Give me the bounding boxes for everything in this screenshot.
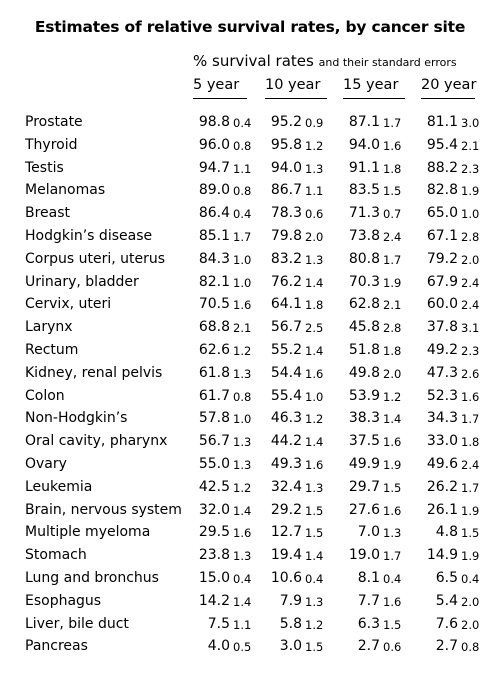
table-row	[0, 135, 500, 158]
standard-error-value: 1.6	[383, 435, 402, 450]
survival-rate-value: 56.7	[198, 433, 230, 450]
standard-error-value: 2.0	[461, 594, 480, 609]
survival-rate-value: 89.0	[198, 182, 230, 199]
standard-error-value: 2.0	[383, 366, 402, 381]
standard-error-value: 1.9	[383, 275, 402, 290]
survival-rate-value: 86.4	[198, 205, 230, 222]
standard-error-value: 1.7	[383, 116, 402, 130]
survival-rate-value: 49.2	[426, 341, 458, 358]
cancer-site-label: Larynx	[25, 319, 73, 336]
standard-error-value: 1.4	[305, 275, 324, 290]
standard-error-value: 1.4	[305, 435, 324, 450]
survival-rate-value: 54.4	[270, 364, 302, 381]
standard-error-value: 2.0	[461, 252, 480, 267]
standard-error-value: 1.8	[461, 435, 480, 450]
standard-error-value: 1.3	[305, 252, 324, 267]
survival-rate-value: 4.8	[435, 524, 458, 541]
survival-rate-value: 79.2	[426, 250, 458, 267]
survival-rate-value: 78.3	[270, 205, 302, 222]
survival-rate-value: 62.6	[198, 341, 230, 358]
standard-error-value: 2.8	[383, 321, 402, 336]
cancer-site-label: Liver, bile duct	[25, 615, 129, 632]
survival-rate-value: 53.9	[348, 387, 380, 404]
standard-error-value: 3.0	[461, 116, 480, 130]
column-header-10-year: 10 year	[265, 77, 327, 99]
survival-rate-value: 96.0	[198, 136, 230, 153]
survival-rate-value: 33.0	[426, 433, 458, 450]
standard-error-value: 1.5	[383, 617, 402, 632]
survival-rate-value: 83.2	[270, 250, 302, 267]
cancer-site-label: Brain, nervous system	[25, 501, 182, 518]
survival-rate-value: 45.8	[348, 319, 380, 336]
standard-error-value: 1.5	[305, 640, 324, 655]
survival-rate-value: 67.9	[426, 273, 458, 290]
cancer-site-label: Lung and bronchus	[25, 569, 159, 586]
table-title: Estimates of relative survival rates, by cancer site	[34, 18, 466, 36]
standard-error-value: 0.4	[305, 571, 324, 586]
survival-rate-value: 55.2	[270, 341, 302, 358]
survival-rate-value: 49.3	[270, 455, 302, 472]
survival-rate-value: 64.1	[270, 296, 302, 313]
standard-error-value: 1.0	[233, 412, 252, 427]
standard-error-value: 1.3	[305, 480, 324, 495]
cancer-site-label: Testis	[25, 159, 64, 176]
cancer-site-label: Colon	[25, 387, 65, 404]
standard-error-value: 1.3	[305, 594, 324, 609]
standard-error-value: 0.6	[305, 207, 324, 222]
table-row	[0, 522, 500, 545]
standard-error-value: 1.6	[461, 389, 480, 404]
survival-rate-value: 6.5	[435, 569, 458, 586]
standard-error-value: 1.1	[233, 161, 252, 176]
cancer-site-label: Non-Hodgkin’s	[25, 410, 128, 427]
cancer-site-label: Melanomas	[25, 182, 106, 199]
standard-error-value: 1.0	[461, 207, 480, 222]
standard-error-value: 1.4	[233, 594, 252, 609]
survival-rate-value: 26.2	[426, 478, 458, 495]
standard-error-value: 1.8	[383, 161, 402, 176]
cancer-site-label: Urinary, bladder	[25, 273, 139, 290]
table-row	[0, 363, 500, 386]
survival-rate-value: 94.7	[198, 159, 230, 176]
cancer-site-label: Kidney, renal pelvis	[25, 364, 163, 381]
survival-rate-value: 49.9	[348, 455, 380, 472]
standard-error-value: 1.4	[233, 503, 252, 518]
standard-error-value: 1.7	[383, 252, 402, 267]
cancer-site-label: Hodgkin’s disease	[25, 227, 153, 244]
table-row	[0, 386, 500, 409]
standard-error-value: 1.3	[233, 435, 252, 450]
standard-error-value: 1.5	[383, 184, 402, 199]
standard-error-value: 1.3	[233, 366, 252, 381]
survival-rate-value: 23.8	[198, 547, 230, 564]
standard-error-value: 2.0	[461, 617, 480, 632]
standard-error-value: 0.4	[461, 571, 480, 586]
survival-rate-value: 60.0	[426, 296, 458, 313]
standard-error-value: 2.4	[461, 457, 480, 472]
standard-error-value: 2.5	[305, 321, 324, 336]
standard-error-value: 2.6	[461, 366, 480, 381]
standard-error-value: 1.7	[383, 549, 402, 564]
survival-rate-value: 10.6	[270, 569, 302, 586]
standard-error-value: 1.4	[305, 343, 324, 358]
table-row	[0, 591, 500, 614]
survival-rate-value: 67.1	[426, 227, 458, 244]
cancer-site-label: Leukemia	[25, 478, 93, 495]
survival-rate-value: 65.0	[426, 205, 458, 222]
survival-rate-value: 87.1	[348, 114, 380, 130]
standard-error-value: 1.9	[383, 457, 402, 472]
survival-rate-value: 37.5	[348, 433, 380, 450]
table-row	[0, 614, 500, 637]
survival-rate-value: 81.1	[426, 114, 458, 130]
cancer-site-label: Esophagus	[25, 592, 102, 609]
cancer-site-label: Ovary	[25, 455, 67, 472]
table-row	[0, 158, 500, 181]
survival-rate-value: 61.7	[198, 387, 230, 404]
survival-rate-value: 55.4	[270, 387, 302, 404]
standard-error-value: 0.9	[305, 116, 324, 130]
table-row	[0, 408, 500, 431]
standard-error-value: 0.7	[383, 207, 402, 222]
table-row	[0, 317, 500, 340]
standard-error-value: 1.2	[305, 617, 324, 632]
survival-rate-value: 95.2	[270, 114, 302, 130]
standard-error-value: 3.1	[461, 321, 480, 336]
column-group-header-main: % survival rates	[193, 52, 314, 70]
standard-error-value: 1.4	[305, 549, 324, 564]
table-row	[0, 568, 500, 591]
standard-error-value: 0.4	[383, 571, 402, 586]
survival-rate-value: 49.8	[348, 364, 380, 381]
standard-error-value: 1.2	[233, 343, 252, 358]
survival-rate-value: 3.0	[279, 638, 302, 655]
column-header-5-year: 5 year	[193, 77, 247, 99]
standard-error-value: 1.5	[461, 526, 480, 541]
survival-rate-value: 5.8	[279, 615, 302, 632]
standard-error-value: 1.6	[233, 298, 252, 313]
survival-rate-value: 98.8	[198, 114, 230, 130]
table-row	[0, 545, 500, 568]
survival-rate-value: 82.8	[426, 182, 458, 199]
survival-rate-value: 95.8	[270, 136, 302, 153]
survival-rate-value: 4.0	[207, 638, 230, 655]
standard-error-value: 2.1	[461, 138, 480, 153]
table-row	[0, 431, 500, 454]
survival-rate-value: 19.4	[270, 547, 302, 564]
survival-rate-value: 55.0	[198, 455, 230, 472]
survival-rate-value: 38.3	[348, 410, 380, 427]
standard-error-value: 0.8	[233, 138, 252, 153]
table-row	[0, 340, 500, 363]
standard-error-value: 1.5	[305, 503, 324, 518]
survival-rate-value: 73.8	[348, 227, 380, 244]
standard-error-value: 0.4	[233, 207, 252, 222]
survival-rate-value: 32.0	[198, 501, 230, 518]
standard-error-value: 1.7	[461, 412, 480, 427]
survival-rate-value: 7.9	[279, 592, 302, 609]
standard-error-value: 1.6	[383, 138, 402, 153]
survival-rate-value: 83.5	[348, 182, 380, 199]
survival-rate-value: 29.7	[348, 478, 380, 495]
table-row	[0, 249, 500, 272]
survival-rate-value: 49.6	[426, 455, 458, 472]
survival-rate-value: 27.6	[348, 501, 380, 518]
standard-error-value: 1.6	[233, 526, 252, 541]
survival-rate-value: 94.0	[348, 136, 380, 153]
standard-error-value: 2.1	[233, 321, 252, 336]
survival-rate-value: 14.2	[198, 592, 230, 609]
survival-rate-value: 37.8	[426, 319, 458, 336]
survival-rate-value: 29.2	[270, 501, 302, 518]
survival-rate-value: 7.7	[357, 592, 380, 609]
survival-rate-value: 12.7	[270, 524, 302, 541]
standard-error-value: 2.0	[305, 229, 324, 244]
survival-rate-value: 46.3	[270, 410, 302, 427]
table-row	[0, 636, 500, 659]
standard-error-value: 1.0	[233, 252, 252, 267]
survival-rate-value: 26.1	[426, 501, 458, 518]
standard-error-value: 2.3	[461, 161, 480, 176]
table-row	[0, 294, 500, 317]
survival-rate-value: 5.4	[435, 592, 458, 609]
cancer-site-label: Pancreas	[25, 638, 88, 655]
survival-rate-value: 91.1	[348, 159, 380, 176]
column-header-20-year: 20 year	[421, 77, 475, 99]
survival-rate-value: 2.7	[435, 638, 458, 655]
table-row	[0, 180, 500, 203]
survival-rate-value: 57.8	[198, 410, 230, 427]
column-group-header-suffix: and their standard errors	[318, 56, 457, 69]
standard-error-value: 0.8	[233, 389, 252, 404]
standard-error-value: 1.6	[305, 366, 324, 381]
table-row	[0, 477, 500, 500]
survival-rate-value: 80.8	[348, 250, 380, 267]
cancer-site-label: Breast	[25, 205, 71, 222]
table-row	[0, 203, 500, 226]
table-row	[0, 112, 500, 135]
cancer-site-label: Rectum	[25, 341, 79, 358]
standard-error-value: 1.5	[305, 526, 324, 541]
table-row	[0, 500, 500, 523]
column-group-header	[193, 52, 457, 70]
survival-table-body	[0, 112, 500, 659]
survival-rate-value: 14.9	[426, 547, 458, 564]
standard-error-value: 1.3	[383, 526, 402, 541]
survival-rate-value: 15.0	[198, 569, 230, 586]
survival-rate-value: 19.0	[348, 547, 380, 564]
standard-error-value: 0.4	[233, 571, 252, 586]
cancer-site-label: Thyroid	[25, 136, 78, 153]
standard-error-value: 1.5	[383, 480, 402, 495]
survival-rate-value: 7.5	[207, 615, 230, 632]
standard-error-value: 1.0	[305, 389, 324, 404]
standard-error-value: 0.8	[461, 640, 480, 655]
standard-error-value: 1.6	[305, 457, 324, 472]
standard-error-value: 0.8	[233, 184, 252, 199]
survival-rate-value: 8.1	[357, 569, 380, 586]
standard-error-value: 1.9	[461, 184, 480, 199]
survival-rate-value: 6.3	[357, 615, 380, 632]
survival-rate-value: 68.8	[198, 319, 230, 336]
survival-rate-value: 94.0	[270, 159, 302, 176]
survival-rate-value: 56.7	[270, 319, 302, 336]
standard-error-value: 2.4	[461, 298, 480, 313]
survival-rate-value: 84.3	[198, 250, 230, 267]
survival-rate-value: 32.4	[270, 478, 302, 495]
table-row	[0, 226, 500, 249]
standard-error-value: 1.2	[233, 480, 252, 495]
survival-rate-value: 79.8	[270, 227, 302, 244]
survival-rate-value: 76.2	[270, 273, 302, 290]
standard-error-value: 1.3	[305, 161, 324, 176]
cancer-site-label: Oral cavity, pharynx	[25, 433, 168, 450]
survival-rate-value: 29.5	[198, 524, 230, 541]
standard-error-value: 1.8	[383, 343, 402, 358]
survival-rate-value: 88.2	[426, 159, 458, 176]
standard-error-value: 2.4	[383, 229, 402, 244]
survival-rate-value: 51.8	[348, 341, 380, 358]
standard-error-value: 1.8	[305, 298, 324, 313]
standard-error-value: 1.1	[305, 184, 324, 199]
survival-rate-value: 2.7	[357, 638, 380, 655]
cancer-site-label: Stomach	[25, 547, 87, 564]
survival-rate-value: 71.3	[348, 205, 380, 222]
cancer-site-label: Corpus uteri, uterus	[25, 250, 166, 267]
standard-error-value: 1.3	[233, 457, 252, 472]
cancer-site-label: Prostate	[25, 114, 83, 130]
standard-error-value: 1.7	[233, 229, 252, 244]
survival-rate-value: 7.6	[435, 615, 458, 632]
survival-rate-value: 70.5	[198, 296, 230, 313]
survival-rate-value: 34.3	[426, 410, 458, 427]
standard-error-value: 0.5	[233, 640, 252, 655]
survival-rate-value: 52.3	[426, 387, 458, 404]
survival-rate-value: 44.2	[270, 433, 302, 450]
standard-error-value: 1.2	[305, 138, 324, 153]
column-header-15-year: 15 year	[343, 77, 405, 99]
survival-rate-value: 47.3	[426, 364, 458, 381]
standard-error-value: 0.4	[233, 116, 252, 130]
survival-rate-value: 7.0	[357, 524, 380, 541]
standard-error-value: 1.6	[383, 503, 402, 518]
standard-error-value: 2.8	[461, 229, 480, 244]
standard-error-value: 1.6	[383, 594, 402, 609]
table-row	[0, 272, 500, 295]
standard-error-value: 1.3	[233, 549, 252, 564]
standard-error-value: 1.0	[233, 275, 252, 290]
survival-rate-value: 61.8	[198, 364, 230, 381]
survival-rate-value: 42.5	[198, 478, 230, 495]
standard-error-value: 0.6	[383, 640, 402, 655]
standard-error-value: 1.7	[461, 480, 480, 495]
standard-error-value: 1.2	[383, 389, 402, 404]
survival-rate-value: 95.4	[426, 136, 458, 153]
standard-error-value: 1.9	[461, 503, 480, 518]
standard-error-value: 2.1	[383, 298, 402, 313]
table-row	[0, 454, 500, 477]
survival-rate-value: 85.1	[198, 227, 230, 244]
cancer-site-label: Multiple myeloma	[25, 524, 151, 541]
standard-error-value: 1.2	[305, 412, 324, 427]
standard-error-value: 2.4	[461, 275, 480, 290]
survival-rate-value: 62.8	[348, 296, 380, 313]
standard-error-value: 1.4	[383, 412, 402, 427]
standard-error-value: 1.9	[461, 549, 480, 564]
cancer-site-label: Cervix, uteri	[25, 296, 112, 313]
survival-rate-value: 70.3	[348, 273, 380, 290]
standard-error-value: 1.1	[233, 617, 252, 632]
survival-rate-value: 82.1	[198, 273, 230, 290]
survival-rate-value: 86.7	[270, 182, 302, 199]
standard-error-value: 2.3	[461, 343, 480, 358]
